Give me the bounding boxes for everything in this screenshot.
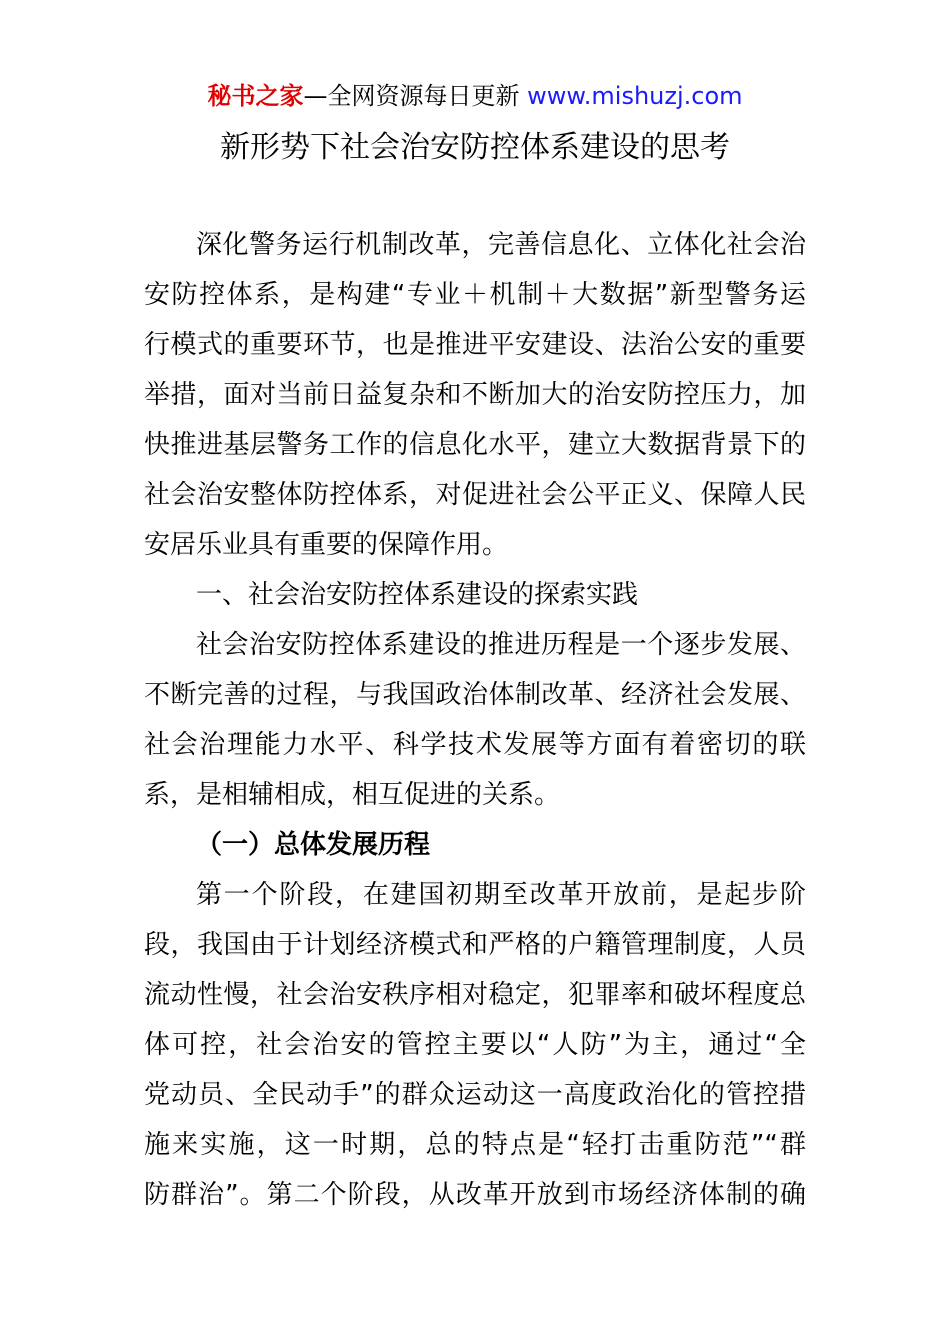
document-title: 新形势下社会治安防控体系建设的思考 [220,130,730,165]
paragraph-line: 党动员、全民动手”的群众运动这一高度政治化的管控措 [144,1080,806,1110]
paragraph-line: 第一个阶段，在建国初期至改革开放前，是起步阶 [196,880,806,910]
subsection-heading: （一）总体发展历程 [196,830,431,860]
paragraph-line: 快推进基层警务工作的信息化水平，建立大数据背景下的 [144,430,806,460]
paragraph-line: 行模式的重要环节，也是推进平安建设、法治公安的重要 [144,330,806,360]
paragraph-line: 社会治理能力水平、科学技术发展等方面有着密切的联 [144,730,806,760]
paragraph-line: 深化警务运行机制改革，完善信息化、立体化社会治 [196,230,806,260]
paragraph-line: 安居乐业具有重要的保障作用。 [144,530,509,560]
paragraph-line: 社会治安防控体系建设的推进历程是一个逐步发展、 [196,630,806,660]
section-heading: 一、社会治安防控体系建设的探索实践 [196,580,639,610]
paragraph-line: 施来实施，这一时期，总的特点是“轻打击重防范”“群 [144,1130,806,1160]
site-header [0,80,950,112]
paragraph-line: 段，我国由于计划经济模式和严格的户籍管理制度，人员 [144,930,806,960]
paragraph-line: 举措，面对当前日益复杂和不断加大的治安防控压力，加 [144,380,806,410]
brand-name: 秘书之家 [207,82,304,110]
paragraph-line: 安防控体系，是构建“专业＋机制＋大数据”新型警务运 [144,280,806,310]
paragraph-line: 体可控，社会治安的管控主要以“人防”为主，通过“全 [144,1030,806,1060]
paragraph-line: 不断完善的过程，与我国政治体制改革、经济社会发展、 [144,680,806,710]
header-tagline: —全网资源每日更新 [303,82,528,110]
paragraph-line: 社会治安整体防控体系，对促进社会公平正义、保障人民 [144,480,806,510]
site-url-link[interactable]: www.mishuzj.com [527,82,743,110]
paragraph-line: 系，是相辅相成，相互促进的关系。 [144,780,561,810]
paragraph-line: 流动性慢，社会治安秩序相对稳定，犯罪率和破坏程度总 [144,980,806,1010]
paragraph-line: 防群治”。第二个阶段，从改革开放到市场经济体制的确 [144,1180,806,1210]
